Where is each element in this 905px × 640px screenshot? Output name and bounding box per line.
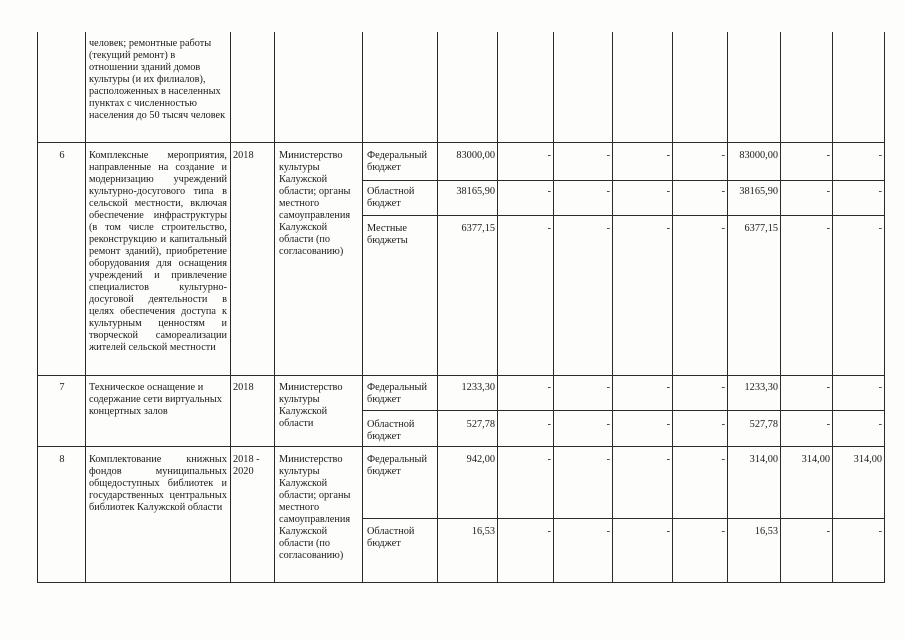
- row-6-source-federal: Федеральный бюджет: [367, 150, 427, 173]
- row-7-federal-c6: -: [826, 382, 830, 393]
- row-6-local-c2: -: [606, 223, 610, 234]
- row-6-federal-c3: -: [666, 150, 670, 161]
- row-6-regional-c5: 38165,90: [739, 186, 778, 197]
- row-8-regional-c3: -: [666, 526, 670, 537]
- row-7-regional-total: 527,78: [466, 419, 495, 430]
- row-6-description: Комплексные мероприятия, направленные на создание и модернизацию учреждений культурно-досугового типа в сельской местности, включая обеспечение инфраструктуры (в том числе строительство, реконструкцию и капитальный ремонт зданий), приобретение оборудования для оснащения учреждений и привлечение специалистов культурно-досуговой деятельности в целях обеспечения доступа к культурным ценностям и творческой самореализации жителей сельской местности: [89, 150, 227, 353]
- row-7-regional-c1: -: [547, 419, 551, 430]
- row-8-executor: Министерство культуры Калужской области; органы местного самоуправления Калужской области (по согласованию): [279, 454, 351, 561]
- row-8-regional-c7: -: [878, 526, 882, 537]
- row-6-federal-total: 83000,00: [456, 150, 495, 161]
- row-6-regional-total: 38165,90: [456, 186, 495, 197]
- row-7-years: 2018: [233, 382, 254, 393]
- row-7-federal-total: 1233,30: [461, 382, 495, 393]
- row-8-regional-c4: -: [721, 526, 725, 537]
- row-8-source-regional: Областной бюджет: [367, 526, 415, 549]
- row-6-federal-c6: -: [826, 150, 830, 161]
- row-6-local-c3: -: [666, 223, 670, 234]
- continuation-description: человек; ремонтные работы (текущий ремонт) в отношении зданий домов культуры (и их филиалов), расположенных в населенных пунктах с численностью населения до 50 тысяч человек: [89, 38, 226, 121]
- row-6-executor: Министерство культуры Калужской области; органы местного самоуправления Калужской области (по согласованию): [279, 150, 351, 257]
- row-6-federal-c7: -: [878, 150, 882, 161]
- row-8-federal-c6: 314,00: [801, 454, 830, 465]
- row-8-number: 8: [59, 454, 65, 465]
- row-6-local-total: 6377,15: [461, 223, 495, 234]
- row-6-local-c5: 6377,15: [744, 223, 778, 234]
- row-7-regional-c2: -: [606, 419, 610, 430]
- row-6-years: 2018: [233, 150, 254, 161]
- row-7-federal-c4: -: [721, 382, 725, 393]
- row-7-federal-c7: -: [878, 382, 882, 393]
- row-6-federal-c1: -: [547, 150, 551, 161]
- row-8-regional-total: 16,53: [471, 526, 495, 537]
- row-8-source-federal: Федеральный бюджет: [367, 454, 427, 477]
- row-7-source-federal: Федеральный бюджет: [367, 382, 427, 405]
- row-8-federal-c2: -: [606, 454, 610, 465]
- row-7-executor: Министерство культуры Калужской области: [279, 382, 343, 429]
- row-7-federal-c1: -: [547, 382, 551, 393]
- row-7-regional-c5: 527,78: [749, 419, 778, 430]
- row-7-number: 7: [59, 382, 65, 393]
- row-8-regional-c5: 16,53: [754, 526, 778, 537]
- row-8-federal-c3: -: [666, 454, 670, 465]
- row-8-regional-c6: -: [826, 526, 830, 537]
- row-7-regional-c3: -: [666, 419, 670, 430]
- row-7-regional-c7: -: [878, 419, 882, 430]
- row-6-federal-c2: -: [606, 150, 610, 161]
- row-7-description: Техническое оснащение и содержание сети виртуальных концертных залов: [89, 382, 222, 417]
- row-7-regional-c4: -: [721, 419, 725, 430]
- row-6-regional-c3: -: [666, 186, 670, 197]
- row-6-source-local: Местные бюджеты: [367, 223, 408, 246]
- row-6-local-c7: -: [878, 223, 882, 234]
- row-6-local-c4: -: [721, 223, 725, 234]
- row-6-federal-c5: 83000,00: [739, 150, 778, 161]
- row-8-federal-c4: -: [721, 454, 725, 465]
- row-6-number: 6: [59, 150, 65, 161]
- row-8-federal-total: 942,00: [466, 454, 495, 465]
- row-7-federal-c3: -: [666, 382, 670, 393]
- row-6-regional-c2: -: [606, 186, 610, 197]
- row-6-regional-c7: -: [878, 186, 882, 197]
- row-6-local-c1: -: [547, 223, 551, 234]
- row-6-regional-c6: -: [826, 186, 830, 197]
- row-8-federal-c5: 314,00: [749, 454, 778, 465]
- row-6-source-regional: Областной бюджет: [367, 186, 415, 209]
- row-8-years: 2018 - 2020: [233, 454, 260, 477]
- row-8-federal-c7: 314,00: [853, 454, 882, 465]
- row-6-regional-c1: -: [547, 186, 551, 197]
- row-6-local-c6: -: [826, 223, 830, 234]
- row-7-federal-c2: -: [606, 382, 610, 393]
- row-8-federal-c1: -: [547, 454, 551, 465]
- row-7-source-regional: Областной бюджет: [367, 419, 415, 442]
- row-6-federal-c4: -: [721, 150, 725, 161]
- row-7-federal-c5: 1233,30: [744, 382, 778, 393]
- row-8-description: Комплектование книжных фондов муниципальных общедоступных библиотек и государственных центральных библиотек Калужской области: [89, 454, 227, 513]
- row-8-regional-c2: -: [606, 526, 610, 537]
- row-6-regional-c4: -: [721, 186, 725, 197]
- row-7-regional-c6: -: [826, 419, 830, 430]
- row-8-regional-c1: -: [547, 526, 551, 537]
